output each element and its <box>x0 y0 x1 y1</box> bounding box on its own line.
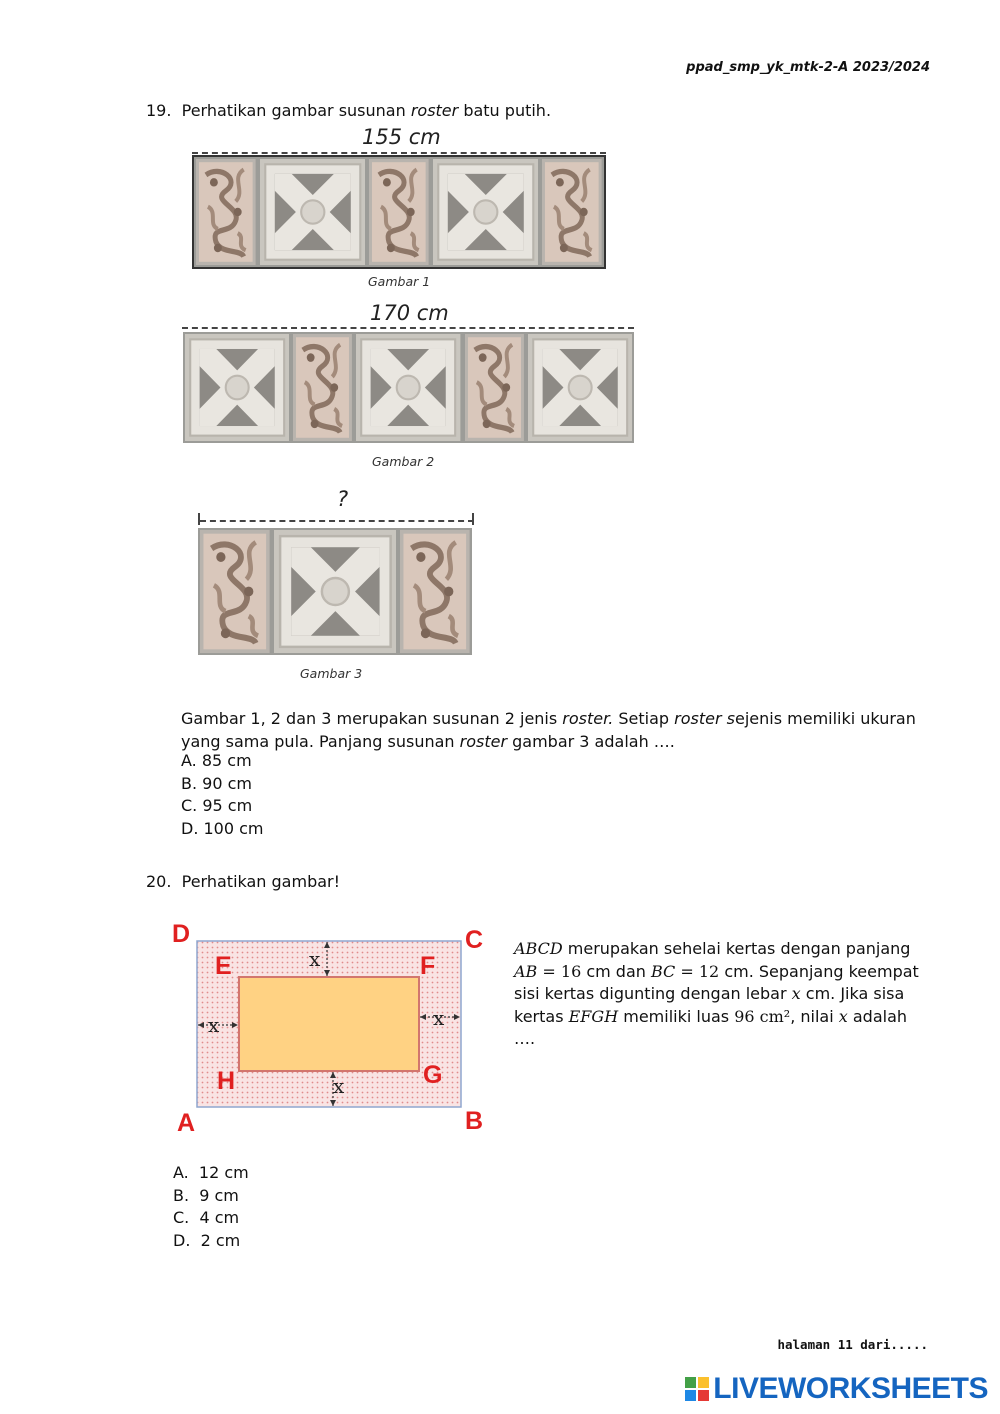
math-efgh: EFGH <box>568 1006 619 1026</box>
q20-text-t3: cm. Sepanjang keempat <box>719 961 919 981</box>
q19-body-part5: gambar 3 adalah …. <box>507 732 675 751</box>
q20-text-t10: …. <box>514 1029 536 1048</box>
roster-ornament-tile <box>291 332 354 443</box>
q20-option-c[interactable] <box>173 1207 249 1230</box>
corner-h: H <box>217 1067 236 1095</box>
corner-d: D <box>172 920 191 948</box>
q20-prompt-text: Perhatikan gambar! <box>181 872 341 891</box>
q19-prompt-pre: Perhatikan gambar susunan <box>181 101 411 120</box>
q19-options <box>181 750 264 840</box>
q20-text-t8: , nilai <box>790 1006 839 1026</box>
q19-body-line2 <box>181 730 916 753</box>
page-number: halaman 11 dari..... <box>777 1337 928 1352</box>
q19-body-part3: ejenis memiliki ukuran <box>735 709 916 728</box>
roster-ornament-tile <box>367 157 431 267</box>
q19-body-em2: roster s <box>674 709 735 728</box>
fig2-dimension: 170 cm <box>370 301 449 325</box>
fig2-caption: Gambar 2 <box>372 454 435 469</box>
fig3-dimension: ? <box>337 487 349 511</box>
q20-options <box>173 1162 249 1252</box>
q20-option-b[interactable] <box>173 1185 249 1208</box>
x-label-top: x <box>309 947 321 971</box>
document-code: ppad_smp_yk_mtk-2-A 2023/2024 <box>686 60 930 75</box>
q20-text-t7: memiliki luas <box>618 1006 735 1026</box>
q19-option-c[interactable]: C. 95 cm <box>181 796 253 815</box>
roster-cross-tile <box>526 332 634 443</box>
math-eq12: = 12 <box>675 961 720 981</box>
fig3-dim-tick-right <box>472 513 474 525</box>
brand-logo-icon <box>685 1377 709 1401</box>
corner-b: B <box>465 1107 484 1135</box>
q20-option-d[interactable] <box>173 1230 249 1253</box>
math-abcd: ABCD <box>514 939 563 958</box>
q20-option-a-value: 12 cm <box>198 1163 249 1182</box>
paper-diagram <box>165 915 500 1140</box>
q20-option-a[interactable] <box>173 1162 249 1185</box>
corner-a: A <box>177 1109 196 1137</box>
q20-text-t6: kertas <box>514 1006 569 1026</box>
roster-cross-tile <box>354 332 462 443</box>
q20-number: 20. <box>146 872 172 891</box>
inner-paper-efgh <box>239 977 419 1071</box>
q19-prompt-em: roster <box>410 101 459 120</box>
q19-option-a[interactable]: A. 85 cm <box>181 751 252 770</box>
q19-body-part2: Setiap <box>613 709 675 728</box>
q19-body-line1 <box>181 707 916 730</box>
fig3-caption: Gambar 3 <box>300 666 363 681</box>
fig2-roster-strip <box>183 332 634 443</box>
q19-option-d[interactable]: D. 100 cm <box>181 818 264 838</box>
corner-e: E <box>215 952 232 980</box>
fig1-caption: Gambar 1 <box>368 274 431 289</box>
roster-ornament-tile <box>194 157 258 267</box>
corner-g: G <box>423 1061 443 1089</box>
fig3-dim-tick-left <box>198 513 200 525</box>
math-area: 96 cm² <box>734 1006 791 1026</box>
roster-cross-tile <box>258 157 368 267</box>
x-label-right: x <box>433 1006 445 1030</box>
math-x1: x <box>791 984 801 1003</box>
brand-name: LIVEWORKSHEETS <box>713 1372 988 1405</box>
q19-option-b[interactable]: B. 90 cm <box>181 773 252 793</box>
fig1-roster-strip <box>192 155 606 269</box>
corner-f: F <box>420 952 436 980</box>
q20-description <box>514 938 944 1051</box>
q20-text-t2: cm dan <box>581 961 651 981</box>
roster-ornament-tile <box>198 528 272 655</box>
q19-body-em3: roster <box>459 732 508 751</box>
q20-option-a-letter: A. <box>173 1163 189 1182</box>
fig1-dimension-line <box>192 152 606 154</box>
q19-prompt-post: batu putih. <box>458 101 552 120</box>
fig1-dimension: 155 cm <box>362 125 441 149</box>
math-x2: x <box>838 1006 848 1026</box>
q20-option-d-letter: D. <box>173 1230 191 1250</box>
roster-cross-tile <box>183 332 291 443</box>
q20-text-t4: sisi kertas digunting dengan lebar <box>514 984 792 1003</box>
fig2-dimension-line <box>182 327 634 329</box>
roster-cross-tile <box>431 157 541 267</box>
roster-ornament-tile <box>540 157 604 267</box>
q20-option-c-letter: C. <box>173 1208 190 1227</box>
math-eq16: = 16 <box>537 961 582 981</box>
q20-text-t1: merupakan sehelai kertas dengan panjang <box>562 939 911 958</box>
q20-prompt <box>146 872 340 891</box>
roster-cross-tile <box>272 528 399 655</box>
fig3-dimension-line <box>200 520 474 522</box>
math-bc: BC <box>651 961 676 981</box>
q19-body-part4: yang sama pula. Panjang susunan <box>181 732 460 751</box>
q20-option-b-value: 9 cm <box>199 1185 239 1205</box>
q19-body-part1: Gambar 1, 2 dan 3 merupakan susunan 2 jenis <box>181 709 563 728</box>
roster-ornament-tile <box>463 332 526 443</box>
q19-number: 19. <box>146 101 172 120</box>
q20-option-d-value: 2 cm <box>200 1230 241 1250</box>
liveworksheets-brand[interactable] <box>685 1372 988 1406</box>
corner-c: C <box>465 926 484 954</box>
q19-body <box>181 707 916 753</box>
q19-prompt <box>146 101 551 120</box>
x-label-left: x <box>208 1013 220 1037</box>
roster-ornament-tile <box>398 528 472 655</box>
fig3-roster-strip <box>198 528 472 655</box>
q20-text-t9: adalah <box>847 1006 908 1026</box>
x-label-bottom: x <box>333 1074 345 1098</box>
q20-text-t5: cm. Jika sisa <box>800 984 905 1003</box>
q19-body-em1: roster. <box>562 709 614 728</box>
q20-option-b-letter: B. <box>173 1185 190 1205</box>
math-ab: AB <box>514 961 538 981</box>
q20-option-c-value: 4 cm <box>199 1208 240 1227</box>
